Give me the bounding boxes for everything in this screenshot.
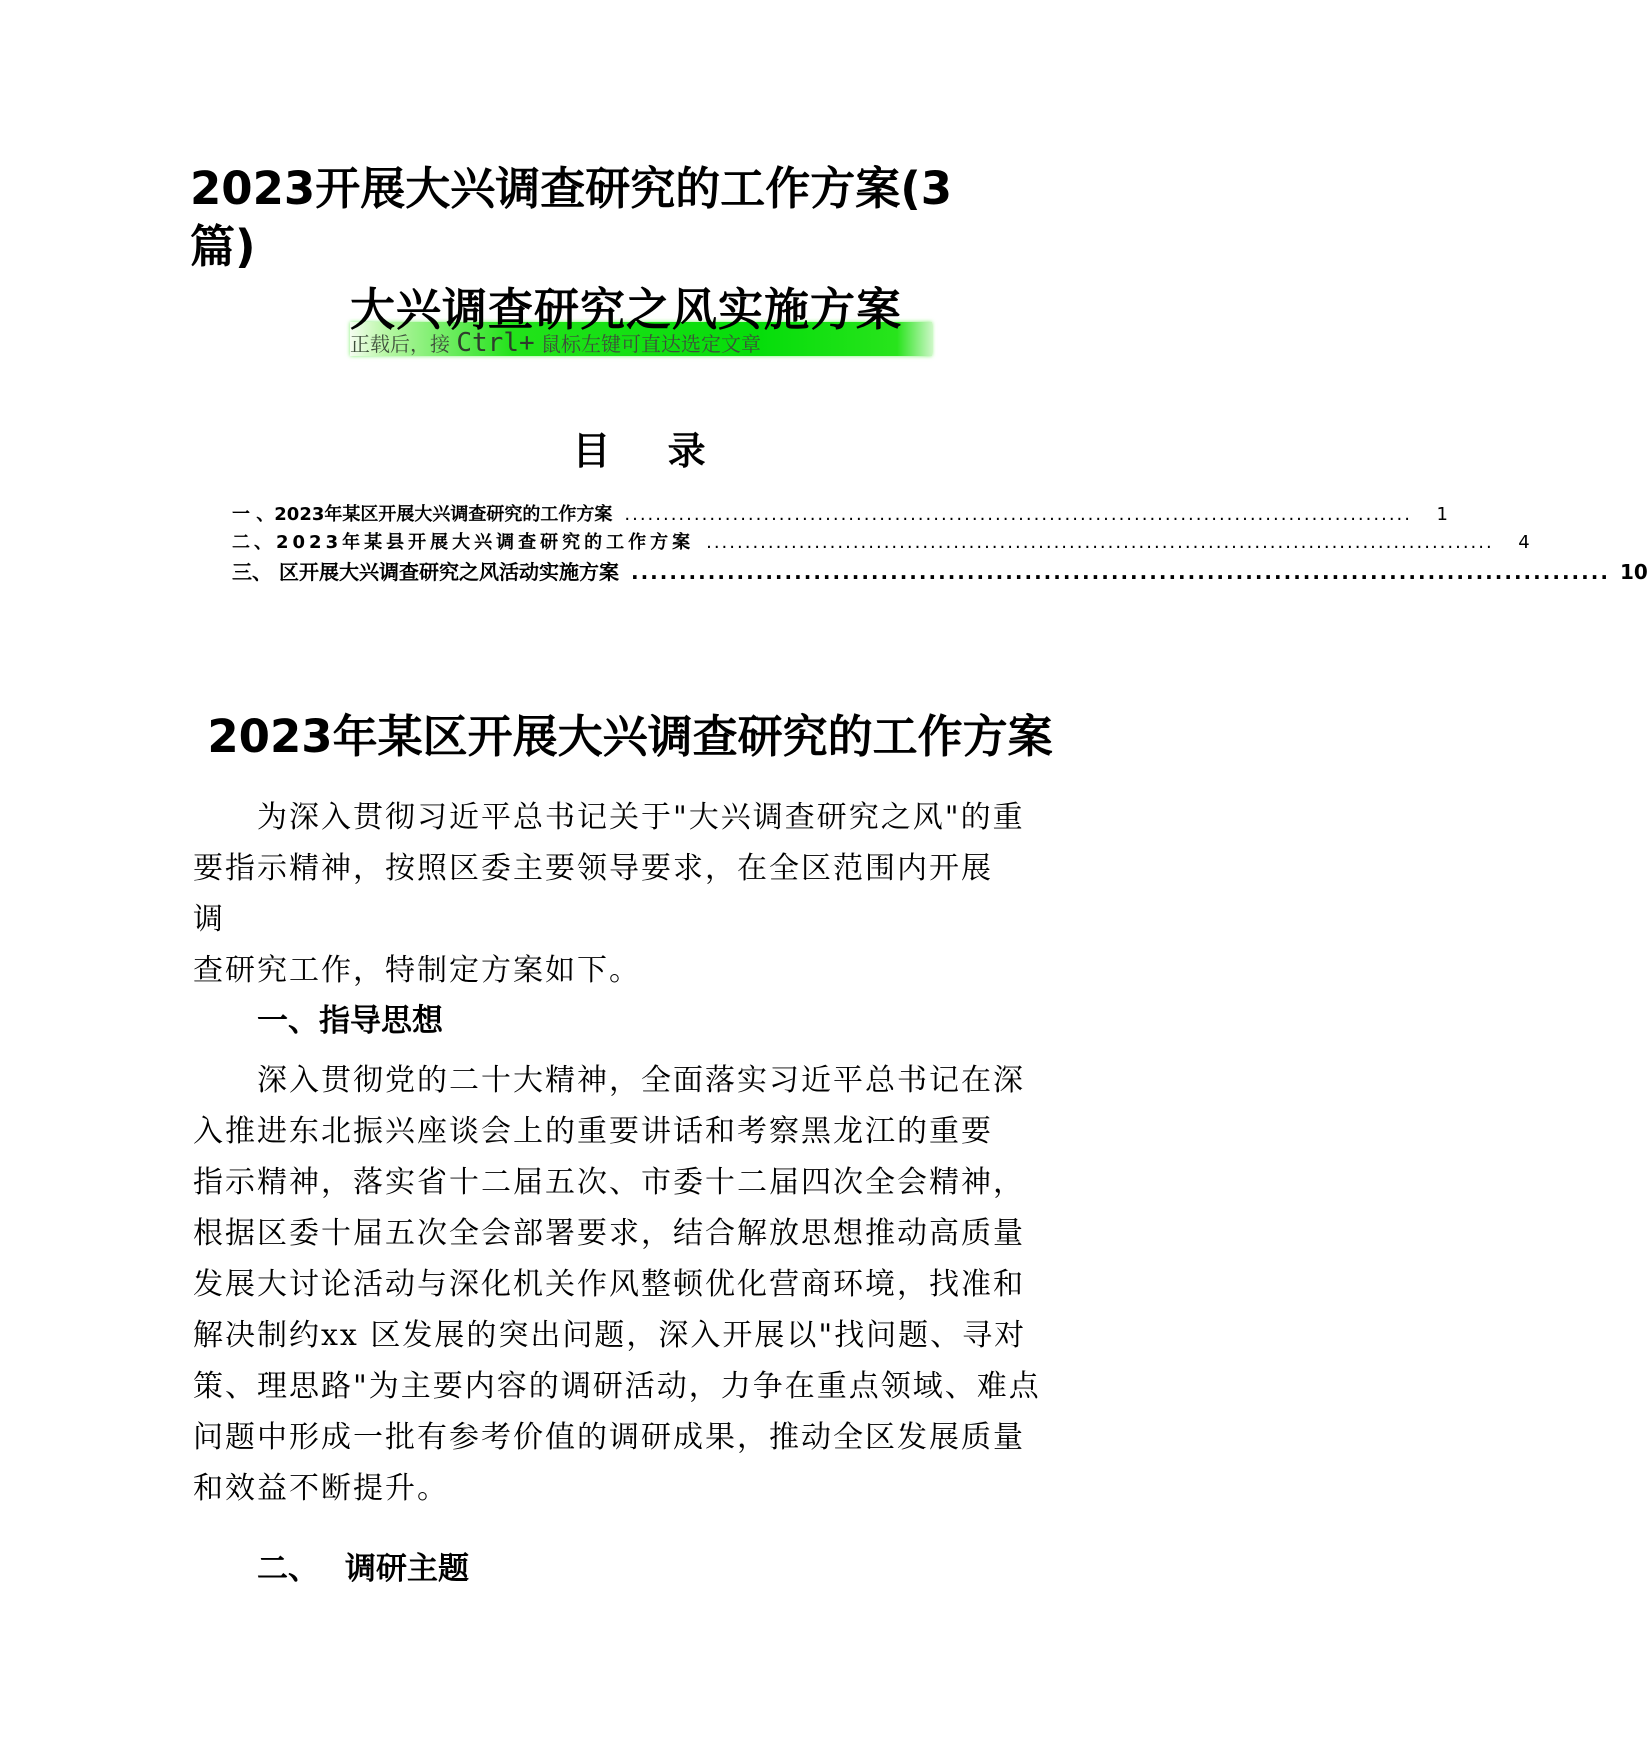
paragraph-line: 要指示精神，按照区委主要领导要求，在全区范围内开展 [193,851,993,886]
toc-entry-label[interactable]: 一 、2023年某区开展大兴调查研究的工作方案 [232,504,613,525]
paragraph-line: 深入贯彻党的二十大精神，全面落实习近平总书记在深 [257,1063,1025,1098]
paragraph-line: 发展大讨论活动与深化机关作风整顿优化营商环境，找准和 [193,1267,1025,1302]
hint-key: Ctrl+ [456,328,535,358]
toc-entry-label[interactable]: 三、 区开展大兴调查研究之风活动实施方案 [232,560,619,584]
toc-entry-label[interactable]: 二、2023年某县开展大兴调查研究的工作方案 [232,532,695,553]
toc-leader-dots: ...................................................................................................... [706,532,1494,553]
hint-prefix: 正载后，接 [350,332,450,356]
toc-entry[interactable] [232,528,1530,556]
section-number: 二、 [257,1551,319,1587]
toc-page-number: 1 [1436,504,1448,525]
paragraph-line: 为深入贯彻习近平总书记关于"大兴调查研究之风"的重 [257,800,1025,835]
table-of-contents [232,500,1648,584]
hint-suffix: 鼠标左键可直达选定文章 [541,332,761,356]
toc-leader-dots: ...................................................................................................... [630,560,1610,584]
subtitle: 大兴调查研究之风实施方案 [350,283,903,336]
toc-entry[interactable] [232,556,1648,584]
paragraph-line: 查研究工作，特制定方案如下。 [193,953,641,988]
navigation-hint [350,330,770,357]
paragraph-line: 问题中形成一批有参考价值的调研成果，推动全区发展质量 [193,1420,1025,1455]
paragraph-line: 指示精神，落实省十二届五次、市委十二届四次全会精神， [193,1165,1025,1200]
intro-paragraph [193,792,1063,996]
toc-page-number: 10 [1619,560,1648,584]
page-title: 2023开展大兴调查研究的工作方案(3篇) [190,162,953,273]
paragraph-line: 入推进东北振兴座谈会上的重要讲话和考察黑龙江的重要 [193,1114,993,1149]
paragraph-line: 根据区委十届五次全会部署要求，结合解放思想推动高质量 [193,1216,1025,1251]
paragraph-line: 调 [193,902,225,937]
section-heading-1: 一、指导思想 [257,1003,443,1039]
toc-entry[interactable] [232,500,1448,528]
section-1-paragraph [193,1055,1063,1514]
section-title: 调研主题 [345,1551,469,1587]
paragraph-line: 和效益不断提升。 [193,1471,449,1506]
toc-title: 目 录 [572,429,728,473]
toc-leader-dots: ...................................................................................................... [624,504,1412,525]
paragraph-line: 策、理思路"为主要内容的调研活动，力争在重点领域、难点 [193,1369,1041,1404]
section-heading-2 [257,1543,469,1588]
toc-page-number: 4 [1518,532,1530,553]
document-title: 2023年某区开展大兴调查研究的工作方案 [207,710,1053,763]
paragraph-line: 解决制约xx 区发展的突出问题，深入开展以"找问题、寻对 [193,1318,1027,1353]
